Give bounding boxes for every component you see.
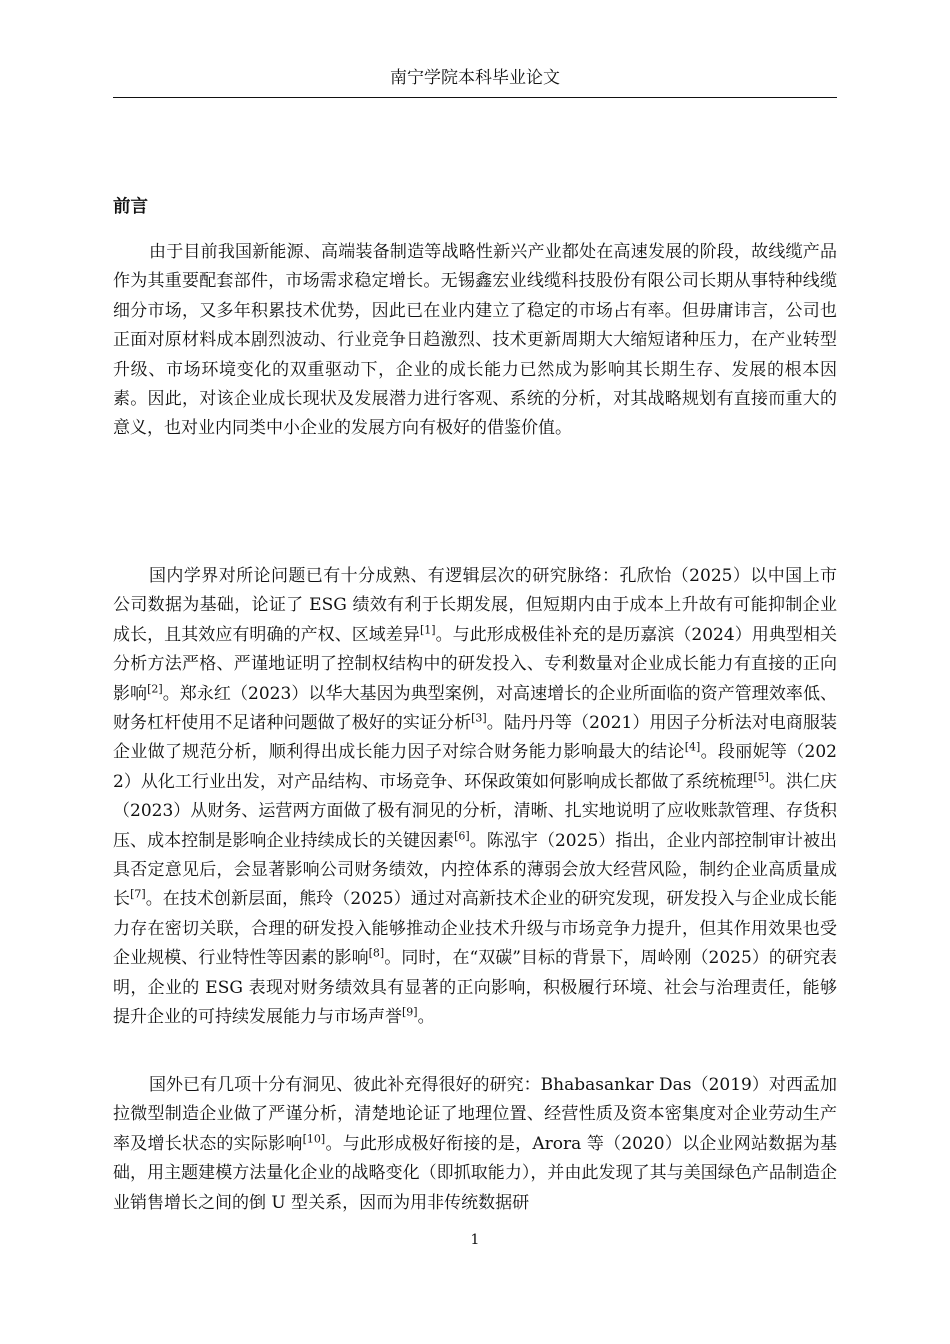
page-number: 1	[470, 1232, 480, 1248]
text-run: 国内学界对所论问题已有十分成熟、有逻辑层次的研究脉络：孔欣怡（2025）以中国上市公司数据为基础，论证了 ESG 绩效有利于长期发展，但短期内由于成本上升故有可能抑制企业成长，且其效应有明确的产权、区域差异	[113, 566, 837, 645]
citation-marker: [4]	[684, 740, 701, 754]
citation-marker: [7]	[130, 887, 146, 901]
text-run: 。段丽妮等（2022）从化工行业出发，对产品结构、市场竞争、环保政策如何影响成长都做了系统梳理	[113, 742, 837, 792]
paragraph-intro	[113, 238, 837, 444]
text-run: 。陈泓宇（2025）指出，企业内部控制审计被出具否定意见后，会显著影响公司财务绩效，内控体系的薄弱会放大经营风险，制约企业高质量成长	[113, 830, 838, 910]
citation-marker: [9]	[402, 1005, 418, 1019]
text-run: 。在技术创新层面，熊玲（2025）通过对高新技术企业的研究发现，研发投入与企业成长能力存在密切关联，合理的研发投入能够推动企业技术升级与市场竞争力提升，但其作用效果也受企业规模、行业特性等因素的影响	[113, 889, 838, 969]
citation-marker: [1]	[419, 623, 436, 637]
text-run: 国外已有几项十分有洞见、彼此补充得很好的研究：Bhabasankar Das（2019）对西孟加拉微型制造企业做了严谨分析，清楚地论证了地理位置、经营性质及资本密集度对企业劳动生产率及增长状态的实际影响	[113, 1075, 837, 1154]
text-run: 。郑永红（2023）以华大基因为典型案例，对高速增长的企业所面临的资产管理效率低、财务杠杆使用不足诸种问题做了极好的实证分析	[113, 683, 837, 734]
paragraph-domestic-review	[113, 562, 837, 1033]
text-run: 。洪仁庆（2023）从财务、运营两方面做了极有洞见的分析，清晰、扎实地说明了应收账款管理、存货积压、成本控制是影响企业持续成长的关键因素	[113, 771, 837, 851]
header-title: 南宁学院本科毕业论文	[390, 68, 560, 88]
text-run: 。与此形成极好衔接的是，Arora 等（2020）以企业网站数据为基础，用主题建模方法量化企业的战略变化（即抓取能力），并由此发现了其与美国绿色产品制造企业销售增长之间的倒 U 型关系，因而为用非传统数据研	[113, 1133, 837, 1213]
citation-marker: [6]	[454, 829, 470, 842]
text-run: 由于目前我国新能源、高端装备制造等战略性新兴产业都处在高速发展的阶段，故线缆产品作为其重要配套部件，市场需求稳定增长。无锡鑫宏业线缆科技股份有限公司长期从事特种线缆细分市场，又多年积累技术优势，因此已在业内建立了稳定的市场占有率。但毋庸讳言，公司也正面对原材料成本剧烈波动、行业竞争日趋激烈、技术更新周期大大缩短诸种压力，在产业转型升级、市场环境变化的双重驱动下，企业的成长能力已然成为影响其长期生存、发展的根本因素。因此，对该企业成长现状及发展潜力进行客观、系统的分析，对其战略规划有直接而重大的意义，也对业内同类中小企业的发展方向有极好的借鉴价值。	[113, 242, 837, 439]
citation-marker: [2]	[147, 681, 163, 695]
citation-marker: [8]	[368, 946, 385, 960]
citation-marker: [5]	[753, 770, 769, 784]
text-run: 。同时，在“双碳”目标的背景下，周岭刚（2025）的研究表明，企业的 ESG 表现对财务绩效具有显著的正向影响，积极履行环境、社会与治理责任，能够提升企业的可持续发展能力与市场声誉	[113, 948, 837, 1028]
citation-marker: [3]	[471, 711, 487, 725]
paragraph-foreign-review	[113, 1071, 837, 1218]
page-header	[113, 62, 837, 98]
text-run: 。陆丹丹等（2021）用因子分析法对电商服装企业做了规范分析，顺利得出成长能力因子对综合财务能力影响最大的结论	[113, 713, 837, 763]
text-run: 。	[417, 1007, 435, 1028]
section-title: 前言	[113, 197, 148, 217]
citation-marker: [10]	[302, 1132, 326, 1146]
text-run: 。与此形成极佳补充的是历嘉滨（2024）用典型相关分析方法严格、严谨地证明了控制权结构中的研发投入、专利数量对企业成长能力有直接的正向影响	[113, 624, 838, 704]
